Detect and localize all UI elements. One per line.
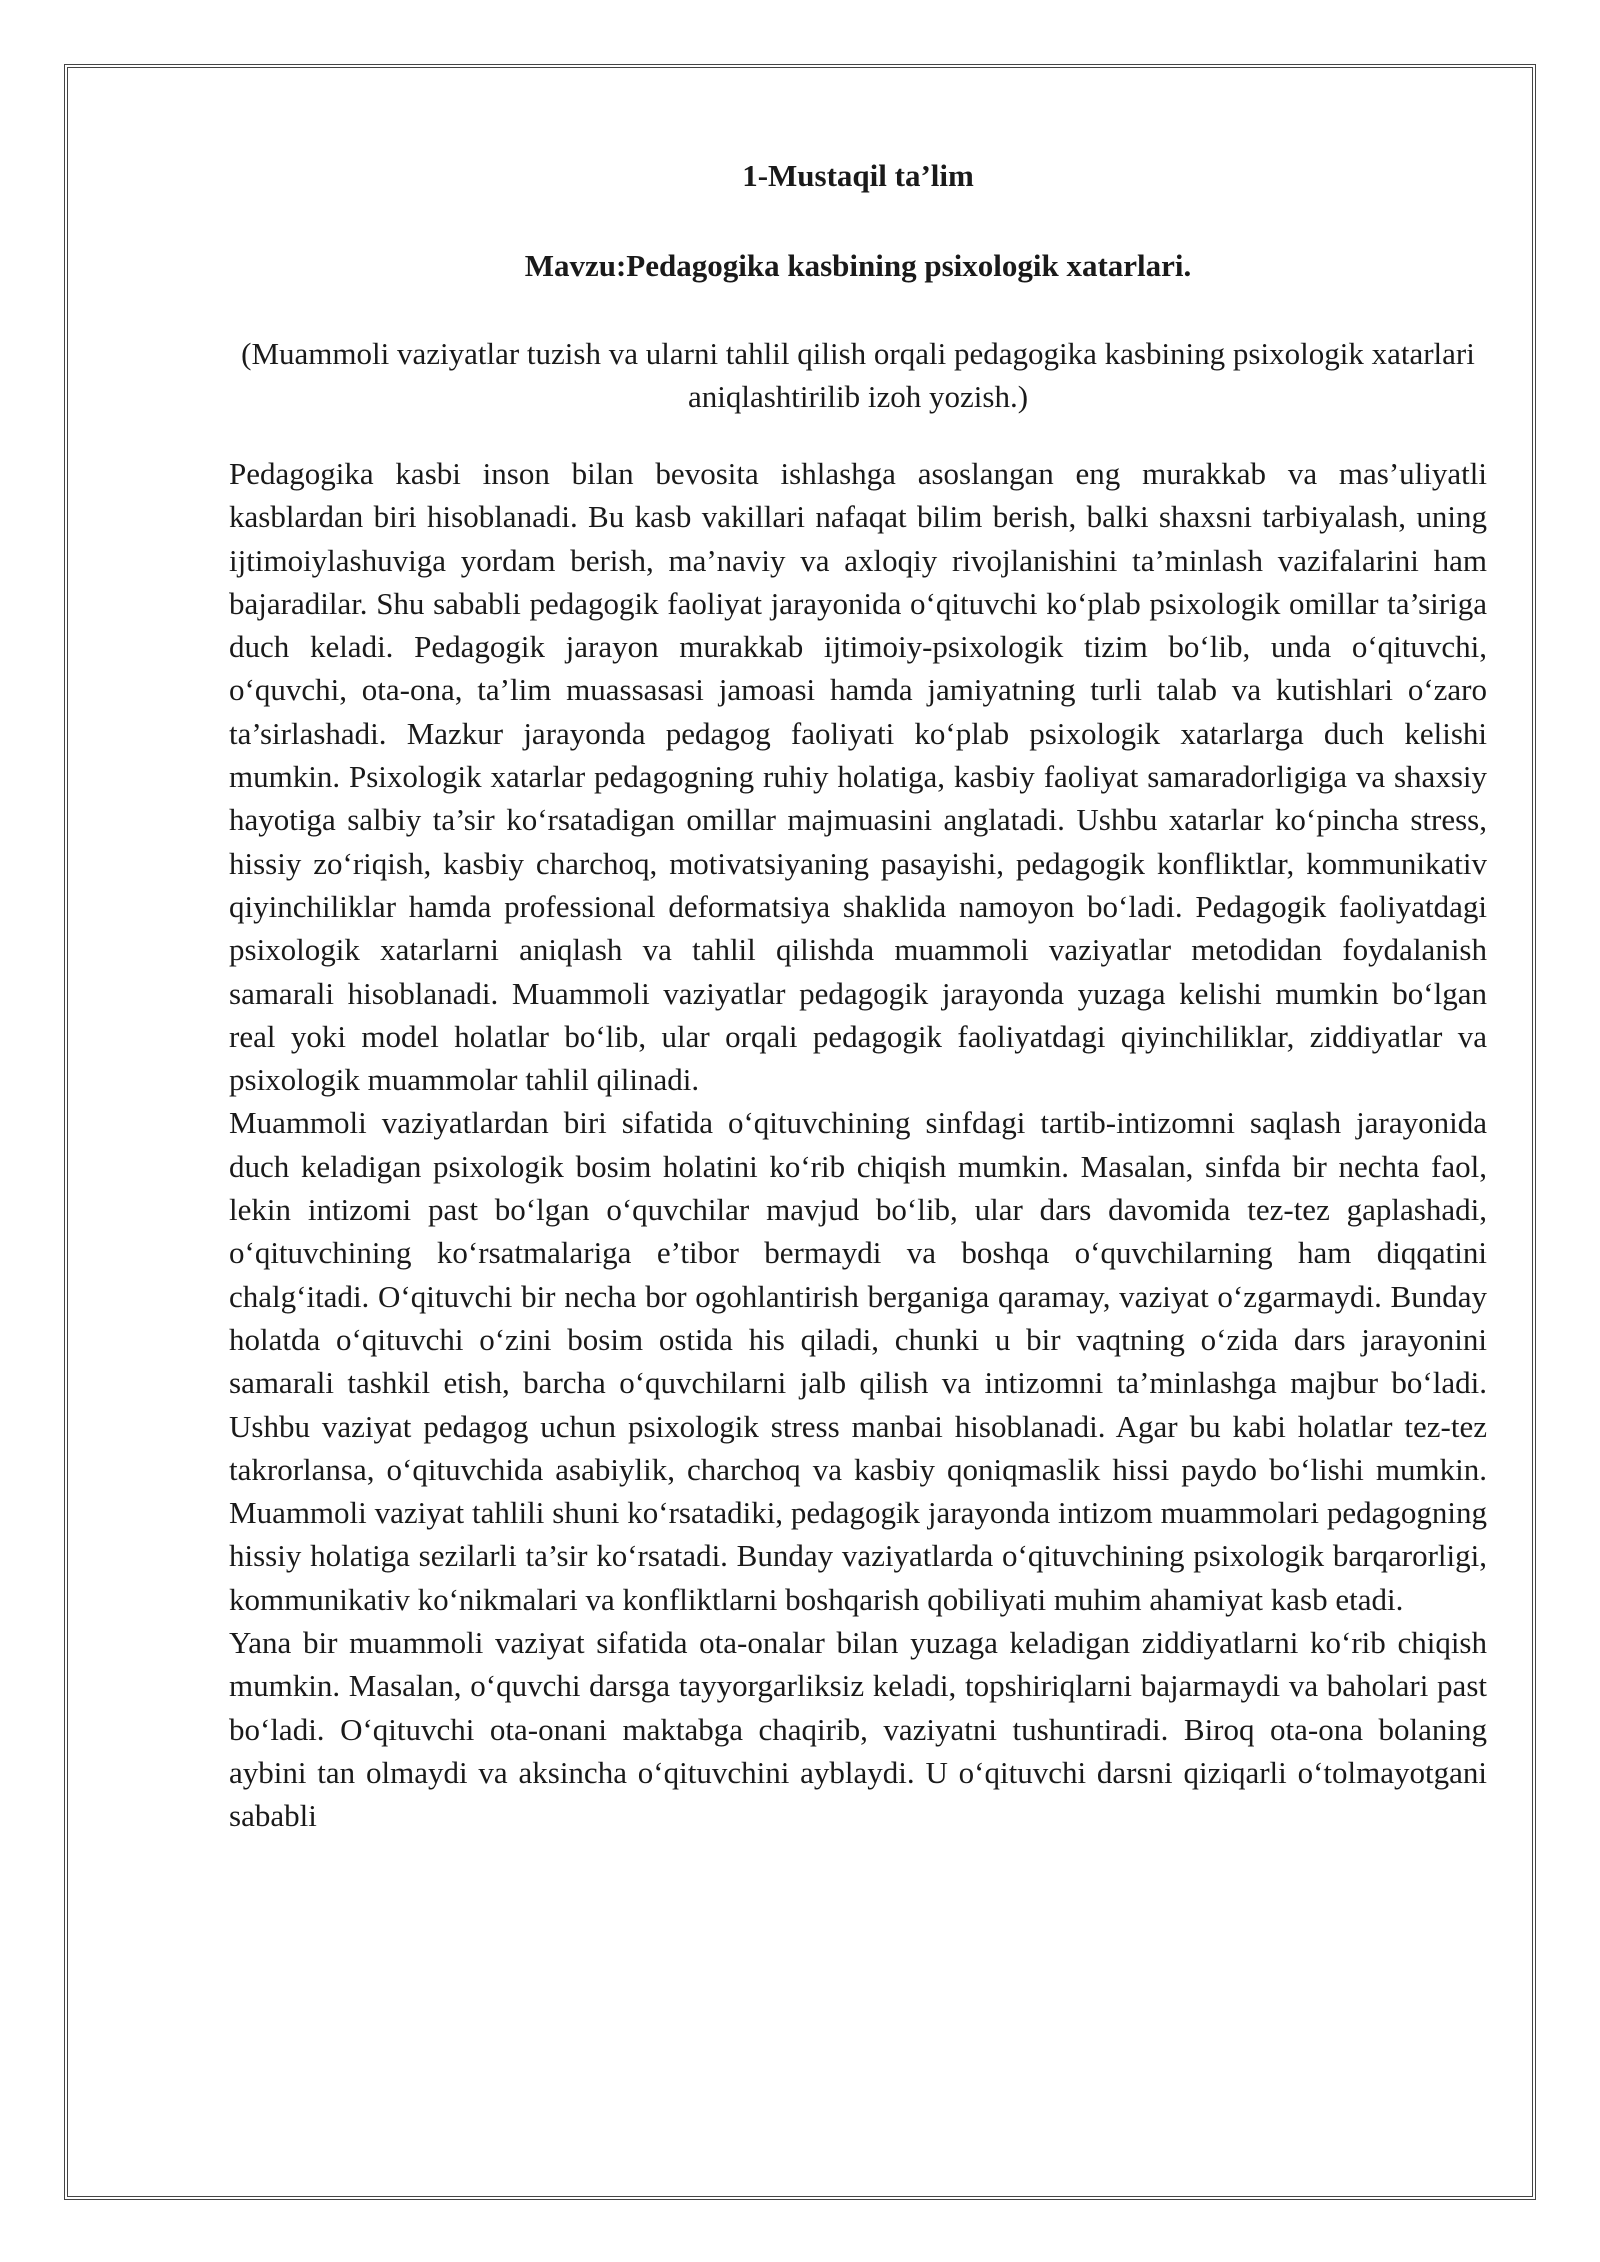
paragraph-parents-case: Yana bir muammoli vaziyat sifatida ota-onalar bilan yuzaga keladigan ziddiyatlarni ko‘rib chiqish mumkin. Masalan, o‘quvchi darsga tayyorgarliksiz keladi, topshiriqlarni bajarmaydi va baholari past bo‘ladi. O‘qituvchi ota-onani maktabga chaqirib, vaziyatni tushuntiradi. Biroq ota-ona bolaning aybini tan olmaydi va aksincha o‘qituvchini ayblaydi. U o‘qituvchi darsni qiziqarli o‘tolmayotgani sababli xyxy=(229,1625,1487,1834)
document-title: 1-Mustaqil ta’lim xyxy=(742,158,974,193)
paragraph-intro: Pedagogika kasbi inson bilan bevosita ishlashga asoslangan eng murakkab va mas’uliyatli kasblardan biri hisoblanadi. Bu kasb vakillari nafaqat bilim berish, balki shaxsni tarbiyalash, uning ijtimoiylashuviga yordam berish, ma’naviy va axloqiy rivojlanishini ta’minlash vazifalarini ham bajaradilar. Shu sababli pedagogik faoliyat jarayonida o‘qituvchi ko‘plab psixologik omillar ta’siriga duch keladi. Pedagogik jarayon murakkab ijtimoiy-psixologik tizim bo‘lib, unda o‘qituvchi, o‘quvchi, ota-ona, ta’lim muassasasi jamoasi hamda jamiyatning turli talab va kutishlari o‘zaro ta’sirlashadi. Mazkur jarayonda pedagog faoliyati ko‘plab psixologik xatarlarga duch kelishi mumkin. Psixologik xatarlar pedagogning ruhiy holatiga, kasbiy faoliyat samaradorligiga va shaxsiy hayotiga salbiy ta’sir ko‘rsatadigan omillar majmuasini anglatadi. Ushbu xatarlar ko‘pincha stress, hissiy zo‘riqish, kasbiy charchoq, motivatsiyaning pasayishi, pedagogik konfliktlar, kommunikativ qiyinchiliklar hamda professional deformatsiya shaklida namoyon bo‘ladi. Pedagogik faoliyatdagi psixologik xatarlarni aniqlash va tahlil qilishda muammoli vaziyatlar metodidan foydalanish samarali hisoblanadi. Muammoli vaziyatlar pedagogik jarayonda yuzaga kelishi mumkin bo‘lgan real yoki model holatlar bo‘lib, ular orqali pedagogik faoliyatdagi qiyinchiliklar, ziddiyatlar va psixologik muammolar tahlil qilinadi. xyxy=(229,456,1487,1098)
document-body xyxy=(229,152,1487,1838)
document-subtitle: Mavzu:Pedagogika kasbining psixologik xatarlari. xyxy=(524,248,1192,283)
document-instruction: (Muammoli vaziyatlar tuzish va ularni tahlil qilish orqali pedagogika kasbining psixologik xatarlari aniqlashtirilib izoh yozish.) xyxy=(241,336,1475,414)
paragraph-discipline-case: Muammoli vaziyatlardan biri sifatida o‘qituvchining sinfdagi tartib-intizomni saqlash jarayonida duch keladigan psixologik bosim holatini ko‘rib chiqish mumkin. Masalan, sinfda bir nechta faol, lekin intizomi past bo‘lgan o‘quvchilar mavjud bo‘lib, ular dars davomida tez-tez gaplashadi, o‘qituvchining ko‘rsatmalariga e’tibor bermaydi va boshqa o‘quvchilarning ham diqqatini chalg‘itadi. O‘qituvchi bir necha bor ogohlantirish berganiga qaramay, vaziyat o‘zgarmaydi. Bunday holatda o‘qituvchi o‘zini bosim ostida his qiladi, chunki u bir vaqtning o‘zida dars jarayonini samarali tashkil etish, barcha o‘quvchilarni jalb qilish va intizomni ta’minlashga majbur bo‘ladi. Ushbu vaziyat pedagog uchun psixologik stress manbai hisoblanadi. Agar bu kabi holatlar tez-tez takrorlansa, o‘qituvchida asabiylik, charchoq va kasbiy qoniqmaslik hissi paydo bo‘lishi mumkin. Muammoli vaziyat tahlili shuni ko‘rsatadiki, pedagogik jarayonda intizom muammolari pedagogning hissiy holatiga sezilarli ta’sir ko‘rsatadi. Bunday vaziyatlarda o‘qituvchining psixologik barqarorligi, kommunikativ ko‘nikmalari va konfliktlarni boshqarish qobiliyati muhim ahamiyat kasb etadi. xyxy=(229,1105,1487,1617)
